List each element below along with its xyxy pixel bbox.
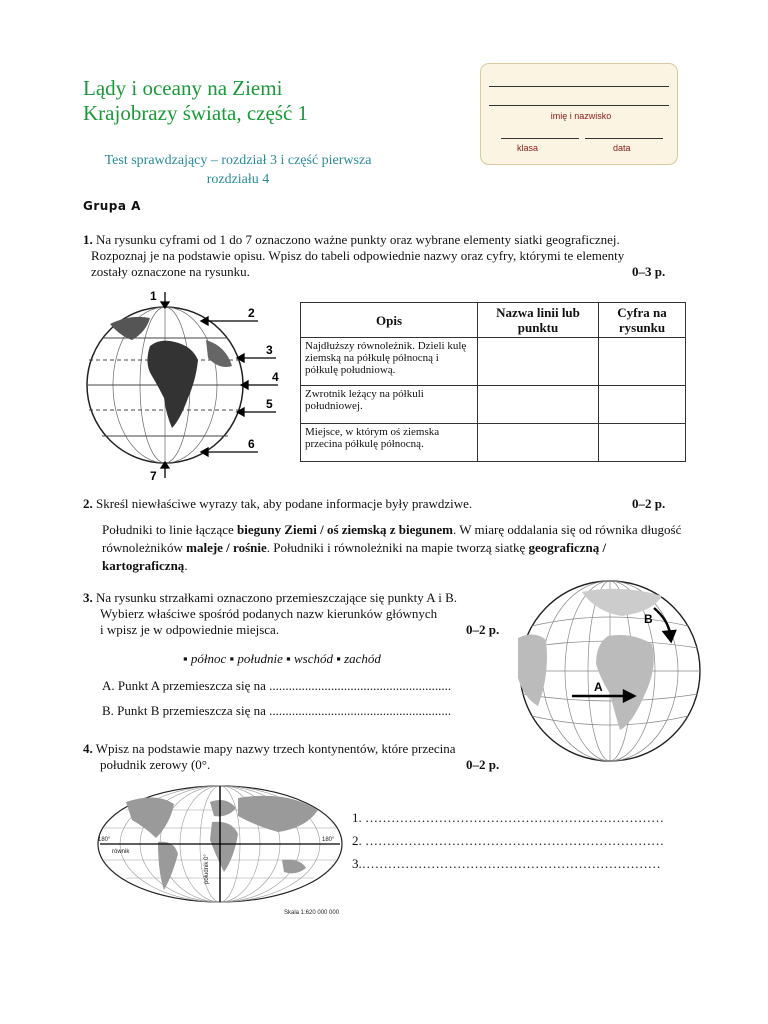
table-row-2-description: Zwrotnik leżący na półkuli południowej. xyxy=(301,386,478,424)
globe-label-2: 2 xyxy=(248,306,255,320)
table-row-1-name-cell[interactable] xyxy=(478,338,599,386)
table-row-3-name-cell[interactable] xyxy=(478,424,599,462)
map-label-180-right: 180° xyxy=(322,837,335,843)
globe2-label-a: A xyxy=(594,680,603,694)
question-3-text xyxy=(83,590,503,638)
q1-line-1: Na rysunku cyframi od 1 do 7 oznaczono ważne punkty oraz wybrane elementy siatki geograficznej. xyxy=(96,232,620,247)
table-row xyxy=(301,424,686,462)
table-header-description: Opis xyxy=(301,303,478,338)
class-line[interactable] xyxy=(501,138,579,139)
world-map-figure xyxy=(96,780,344,918)
table-row-1-description: Najdłuższy równoleżnik. Dzieli kulę ziemską na półkulę północną i półkulę południową. xyxy=(301,338,478,386)
globe-grid-figure xyxy=(80,288,290,484)
q1-line-2: Rozpoznaj je na podstawie opisu. Wpisz do tabeli odpowiednie nazwy oraz cyfry, którymi te elementy xyxy=(91,248,625,263)
date-label: data xyxy=(613,143,631,153)
table-row-3-description: Miejsce, w którym oś ziemska przecina półkulę północną. xyxy=(301,424,478,462)
q4-line-1: Wpisz na podstawie mapy nazwy trzech kontynentów, które przecina xyxy=(95,741,456,756)
q3-line-3: i wpisz je w odpowiednie miejsca. xyxy=(100,622,280,637)
q1-answer-table xyxy=(300,302,686,462)
q3-answer-b[interactable]: B. Punkt B przemieszcza się na ........................................................ xyxy=(102,703,452,718)
globe-label-1: 1 xyxy=(150,289,157,303)
map-label-scale: Skala 1:620 000 000 xyxy=(284,910,340,916)
table-row xyxy=(301,338,686,386)
q3-line-2: Wybierz właściwe spośród podanych nazw kierunków głównych xyxy=(100,606,438,621)
class-label: klasa xyxy=(517,143,539,153)
globe2-label-b: B xyxy=(644,612,653,626)
q1-points: 0–3 p. xyxy=(632,264,666,279)
title-line-1: Lądy i oceany na Ziemi xyxy=(83,76,283,100)
globe-label-7: 7 xyxy=(150,469,157,483)
direction-north: północ xyxy=(190,651,227,666)
table-row-1-number-cell[interactable] xyxy=(599,338,686,386)
map-label-equator: równik xyxy=(112,849,130,855)
direction-west: zachód xyxy=(344,651,381,666)
q2-part-3: równika długość równoleżników xyxy=(102,522,682,555)
q2-choice-2[interactable]: maleje / rośnie xyxy=(186,540,267,555)
q2-choice-1[interactable]: bieguny Ziemi / oś ziemską z biegunem xyxy=(237,522,453,537)
direction-east: wschód xyxy=(293,651,333,666)
globe-label-6: 6 xyxy=(248,437,255,451)
question-2-text xyxy=(83,496,603,512)
q4-line-2: południk zerowy (0°. xyxy=(100,757,211,772)
globe-direction-figure xyxy=(512,578,708,764)
q1-line-3: zostały oznaczone na rysunku. xyxy=(91,264,250,279)
q2-instruction: Skreśl niewłaściwe wyrazy tak, aby podane informacje były prawdziwe. xyxy=(96,496,473,511)
q2-part-1: Południki to linie łączące xyxy=(102,522,234,537)
title-line-2: Krajobrazy świata, część 1 xyxy=(83,101,309,125)
globe-label-4: 4 xyxy=(272,370,279,384)
name-line-1[interactable] xyxy=(489,86,669,87)
map-label-180-left: 180° xyxy=(98,837,111,843)
q2-choice-3[interactable]: geograficzną / kartograficzną xyxy=(102,540,607,573)
globe-label-5: 5 xyxy=(266,397,273,411)
q3-points: 0–2 p. xyxy=(466,622,500,637)
q3-number: 3. xyxy=(83,590,93,605)
q2-number: 2. xyxy=(83,496,93,511)
q1-number: 1. xyxy=(83,232,93,247)
subtitle-line-1: Test sprawdzający – rozdział 3 i część pierwsza xyxy=(104,153,372,168)
q4-answer-2[interactable]: 2. …………………………………………………………… xyxy=(352,833,664,848)
date-line[interactable] xyxy=(585,138,663,139)
table-row-2-name-cell[interactable] xyxy=(478,386,599,424)
direction-south: południe xyxy=(237,651,283,666)
map-label-meridian: południk 0° xyxy=(204,854,210,884)
name-line-2[interactable] xyxy=(489,105,669,106)
table-header-number: Cyfra na rysunku xyxy=(599,303,686,338)
subtitle-line-2: rozdziału 4 xyxy=(206,172,270,187)
name-label: imię i nazwisko xyxy=(550,111,612,121)
q4-number: 4. xyxy=(83,741,93,756)
q4-points: 0–2 p. xyxy=(466,757,500,772)
q2-points: 0–2 p. xyxy=(632,496,666,511)
direction-options: ▪ północ ▪ południe ▪ wschód ▪ zachód xyxy=(183,651,381,666)
subtitle xyxy=(83,151,393,189)
student-info-box xyxy=(480,63,678,165)
table-row-2-number-cell[interactable] xyxy=(599,386,686,424)
table-header-name: Nazwa linii lub punktu xyxy=(478,303,599,338)
q3-line-1: Na rysunku strzałkami oznaczono przemieszczające się punkty A i B. xyxy=(96,590,457,605)
table-row xyxy=(301,386,686,424)
question-4-text xyxy=(83,741,503,773)
q3-answer-a[interactable]: A. Punkt A przemieszcza się na ........................................................ xyxy=(102,678,452,693)
q4-answer-1[interactable]: 1. …………………………………………………………… xyxy=(352,810,664,825)
question-1-text xyxy=(83,232,688,280)
table-row-3-number-cell[interactable] xyxy=(599,424,686,462)
q2-part-2: . W miarę oddalania się od xyxy=(452,522,592,537)
group-label: Grupa A xyxy=(83,199,141,213)
q2-part-4: . Południki i równoleżniki na mapie tworzą siatkę xyxy=(266,540,526,555)
page-title xyxy=(83,76,308,126)
q2-part-5: . xyxy=(184,558,188,573)
q4-answer-3[interactable]: 3.…………………………………………………………… xyxy=(352,856,661,871)
q2-passage xyxy=(102,521,682,575)
globe-label-3: 3 xyxy=(266,343,273,357)
